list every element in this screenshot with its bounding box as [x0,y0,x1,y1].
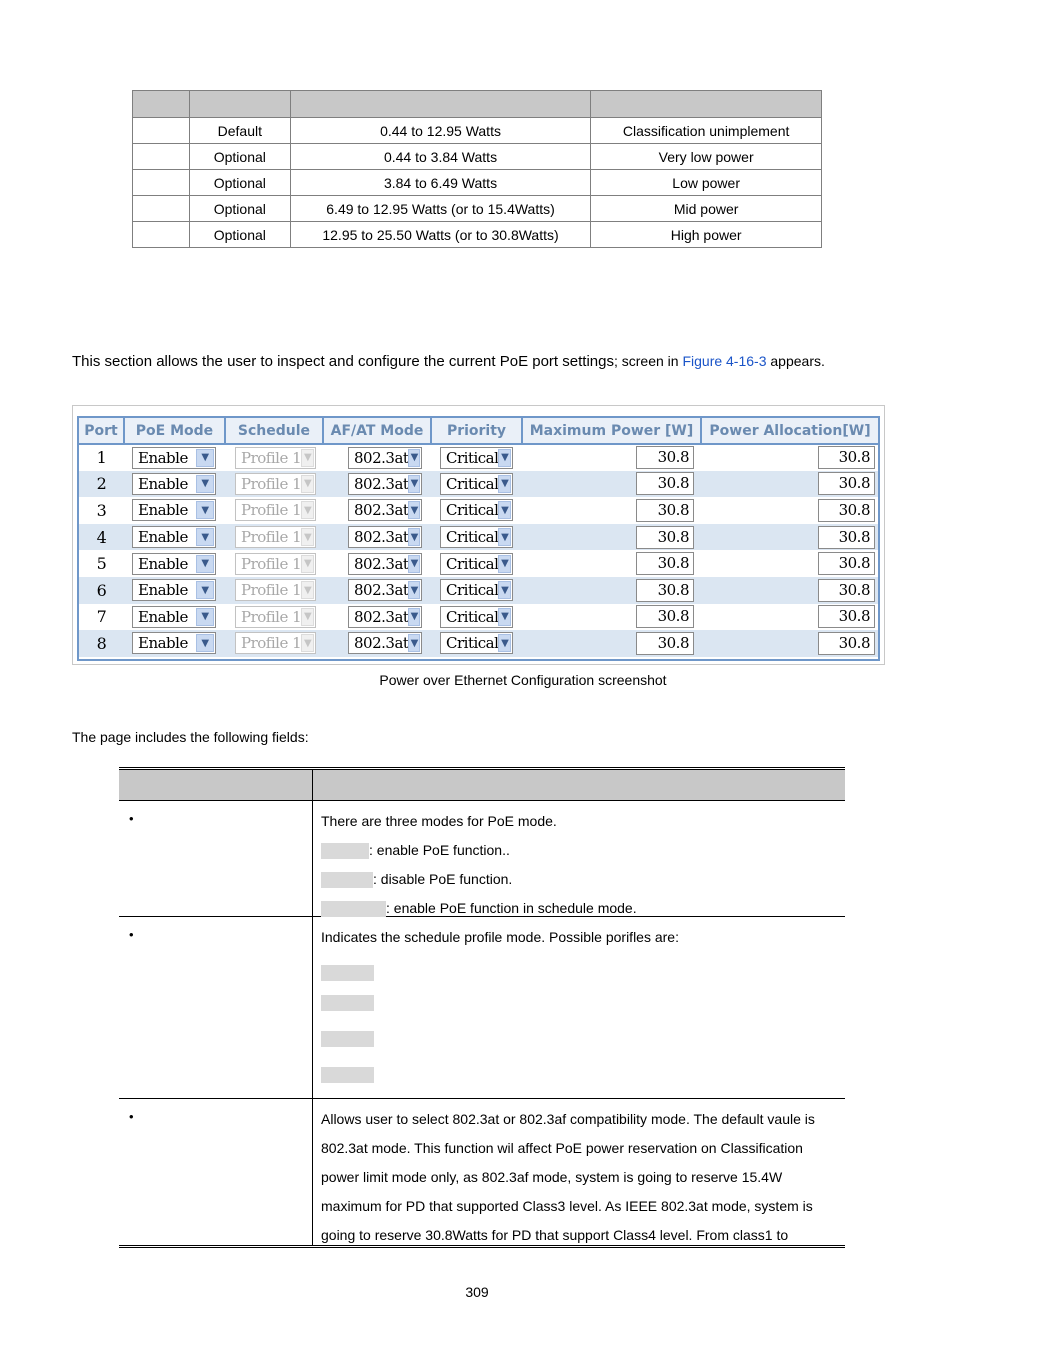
chevron-down-icon: ▼ [301,449,314,467]
priority-select-value: Critical [446,554,499,573]
figure-link[interactable]: Figure 4-16-3 [682,353,767,369]
header-max-power: Maximum Power [W] [522,418,701,444]
chevron-down-icon: ▼ [301,634,314,652]
class-index-cell [133,118,190,144]
chevron-down-icon[interactable]: ▼ [408,608,420,626]
poe-mode-select[interactable] [132,526,216,548]
class-power-cell: 0.44 to 12.95 Watts [290,118,591,144]
schedule-select [235,473,316,495]
schedule-select [235,606,316,628]
schedule-select-value: Profile 1 [241,581,302,600]
poe-mode-select-value: Enable [138,634,188,653]
afat-mode-select[interactable] [348,579,422,601]
poe-mode-select[interactable] [132,632,216,654]
chevron-down-icon[interactable]: ▼ [196,528,214,546]
class-index-cell [133,144,190,170]
class-usage-cell: Default [189,118,290,144]
bullet: • [129,927,134,942]
poe-port-row [79,497,878,524]
header-schedule: Schedule [225,418,323,444]
fields-intro: The page includes the following fields: [72,729,309,745]
chevron-down-icon[interactable]: ▼ [498,555,511,573]
chevron-down-icon: ▼ [301,528,314,546]
class-power-cell: 3.84 to 6.49 Watts [290,170,591,196]
intro-tail-text: appears. [766,353,825,369]
priority-select-value: Critical [446,474,499,493]
chevron-down-icon[interactable]: ▼ [196,581,214,599]
chevron-down-icon[interactable]: ▼ [408,528,420,546]
priority-select[interactable] [440,632,513,654]
chevron-down-icon: ▼ [301,555,314,573]
figure-caption: Power over Ethernet Configuration screenshot [379,672,667,688]
class-desc-cell: Very low power [591,144,822,170]
intro-paragraph [72,353,825,370]
class-power-cell: 0.44 to 3.84 Watts [290,144,591,170]
poe-mode-select-value: Enable [138,554,188,573]
poe-mode-item: : disable PoE function. [373,871,513,887]
class-index-cell [133,196,190,222]
class-table-header [133,91,822,118]
afat-mode-select-value: 802.3at [354,554,409,573]
poe-mode-select-value: Enable [138,448,188,467]
schedule-select [235,553,316,575]
afat-mode-select-value: 802.3at [354,501,409,520]
field-row-afat-mode [119,1099,845,1245]
class-usage-cell: Optional [189,196,290,222]
power-allocation-input[interactable]: 30.8 [818,446,875,469]
class-table-row [133,170,822,196]
afat-line: going to reserve 30.8Watts for PD that support Class4 level. From class1 to [321,1227,789,1243]
chevron-down-icon[interactable]: ▼ [408,449,420,467]
fields-table [119,767,845,1248]
chevron-down-icon[interactable]: ▼ [498,449,511,467]
port-number: 2 [79,471,124,498]
class-desc-cell: Low power [591,170,822,196]
afat-line: 802.3at mode. This function wil affect PoE power reservation on Classification [321,1140,803,1156]
poe-config-screenshot [72,405,885,665]
schedule-description: Indicates the schedule profile mode. Possible porifles are: [321,929,679,945]
chevron-down-icon[interactable]: ▼ [498,634,511,652]
afat-line: Allows user to select 802.3at or 802.3af compatibility mode. The default vaule is [321,1111,815,1127]
poe-class-table [132,90,822,248]
max-power-input[interactable]: 30.8 [636,579,694,602]
priority-select-value: Critical [446,581,499,600]
priority-select-value: Critical [446,607,499,626]
redacted-term [321,1067,374,1083]
redacted-term [321,843,369,859]
afat-mode-select[interactable] [348,473,422,495]
chevron-down-icon[interactable]: ▼ [196,608,214,626]
bullet: • [129,1109,134,1124]
poe-mode-item: : enable PoE function in schedule mode. [386,900,637,916]
chevron-down-icon[interactable]: ▼ [408,581,420,599]
poe-mode-select[interactable] [132,606,216,628]
priority-select[interactable] [440,473,513,495]
class-table-row [133,118,822,144]
power-allocation-input[interactable]: 30.8 [818,579,875,602]
poe-port-row [79,524,878,551]
poe-mode-select[interactable] [132,553,216,575]
power-allocation-input[interactable]: 30.8 [818,632,875,655]
poe-mode-select[interactable] [132,499,216,521]
poe-mode-select-value: Enable [138,501,188,520]
port-number: 5 [96,554,107,574]
priority-select-value: Critical [446,501,499,520]
priority-select-value: Critical [446,634,499,653]
afat-mode-select[interactable] [348,499,422,521]
priority-select[interactable] [440,526,513,548]
redacted-term [321,872,373,888]
header-port: Port [79,418,124,444]
max-power-input[interactable]: 30.8 [636,472,694,495]
class-table-row [133,222,822,248]
power-allocation-input[interactable]: 30.8 [818,605,875,628]
port-number: 3 [96,500,107,520]
field-row-schedule [119,917,845,1099]
afat-mode-select-value: 802.3at [354,634,409,653]
afat-line: power limit mode only, as 802.3af mode, system is going to reserve 15.4W [321,1169,783,1185]
afat-mode-select[interactable] [348,606,422,628]
chevron-down-icon[interactable]: ▼ [498,528,511,546]
chevron-down-icon[interactable]: ▼ [408,475,420,493]
intro-main-text: This section allows the user to inspect and configure the current PoE port settings [72,353,614,370]
schedule-select-value: Profile 1 [241,634,302,653]
afat-mode-select[interactable] [348,632,422,654]
class-usage-cell: Optional [189,170,290,196]
class-desc-cell: Mid power [591,196,822,222]
priority-select-value: Critical [446,448,499,467]
poe-port-row [79,577,878,604]
header-afat-mode: AF/AT Mode [323,418,431,444]
power-allocation-input[interactable]: 30.8 [818,499,875,522]
afat-line: maximum for PD that supported Class3 level. As IEEE 802.3at mode, system is [321,1198,813,1214]
redacted-term [321,1031,374,1047]
poe-table-header [79,418,878,444]
schedule-select-value: Profile 1 [241,607,302,626]
afat-mode-select[interactable] [348,526,422,548]
chevron-down-icon[interactable]: ▼ [498,608,511,626]
class-usage-cell: Optional [189,222,290,248]
chevron-down-icon: ▼ [301,475,314,493]
afat-mode-select-value: 802.3at [354,448,409,467]
chevron-down-icon[interactable]: ▼ [196,501,214,519]
schedule-select-value: Profile 1 [241,448,302,467]
poe-mode-select-value: Enable [138,528,188,547]
poe-config-table [79,418,878,657]
chevron-down-icon: ▼ [301,581,314,599]
max-power-input[interactable]: 30.8 [636,526,694,549]
schedule-select [235,447,316,469]
redacted-term [321,965,374,981]
intro-small-text: ; screen in [613,353,683,369]
max-power-input[interactable]: 30.8 [636,605,694,628]
priority-select[interactable] [440,606,513,628]
chevron-down-icon[interactable]: ▼ [498,475,511,493]
chevron-down-icon: ▼ [301,608,314,626]
chevron-down-icon[interactable]: ▼ [196,555,214,573]
redacted-term [321,995,374,1011]
poe-port-row [79,444,878,471]
poe-mode-select[interactable] [132,447,216,469]
schedule-select [235,499,316,521]
chevron-down-icon[interactable]: ▼ [498,501,511,519]
power-allocation-input[interactable]: 30.8 [818,552,875,575]
schedule-select [235,579,316,601]
schedule-select-value: Profile 1 [241,501,302,520]
poe-mode-select[interactable] [132,579,216,601]
priority-select[interactable] [440,553,513,575]
poe-mode-select-value: Enable [138,474,188,493]
poe-config-panel [77,416,880,661]
schedule-select-value: Profile 1 [241,474,302,493]
poe-mode-item: : enable PoE function.. [369,842,510,858]
chevron-down-icon[interactable]: ▼ [498,581,511,599]
afat-mode-select-value: 802.3at [354,474,409,493]
page-number: 309 [465,1284,489,1300]
poe-port-row [79,630,878,657]
priority-select[interactable] [440,579,513,601]
chevron-down-icon: ▼ [301,501,314,519]
afat-mode-select-value: 802.3at [354,607,409,626]
schedule-select [235,526,316,548]
max-power-input[interactable]: 30.8 [636,499,694,522]
afat-mode-select[interactable] [348,553,422,575]
chevron-down-icon[interactable]: ▼ [196,475,214,493]
poe-port-row [79,550,878,577]
class-power-cell: 12.95 to 25.50 Watts (or to 30.8Watts) [290,222,591,248]
class-index-cell [133,222,190,248]
chevron-down-icon[interactable]: ▼ [408,501,420,519]
afat-mode-select[interactable] [348,447,422,469]
fields-table-header [119,770,845,801]
header-poe-mode: PoE Mode [124,418,225,444]
chevron-down-icon[interactable]: ▼ [408,634,420,652]
chevron-down-icon[interactable]: ▼ [196,634,214,652]
poe-mode-select[interactable] [132,473,216,495]
poe-port-row [79,604,878,631]
chevron-down-icon[interactable]: ▼ [196,449,214,467]
schedule-select [235,632,316,654]
class-power-cell: 6.49 to 12.95 Watts (or to 15.4Watts) [290,196,591,222]
class-usage-cell: Optional [189,144,290,170]
port-number: 4 [79,524,124,551]
poe-mode-select-value: Enable [138,581,188,600]
bullet: • [129,811,134,826]
max-power-input[interactable]: 30.8 [636,552,694,575]
chevron-down-icon[interactable]: ▼ [408,555,420,573]
port-number: 6 [79,577,124,604]
redacted-term [321,901,386,917]
schedule-select-value: Profile 1 [241,554,302,573]
port-number: 8 [79,630,124,657]
poe-mode-description: There are three modes for PoE mode. [321,813,557,829]
class-table-row [133,144,822,170]
max-power-input[interactable]: 30.8 [636,446,694,469]
header-priority: Priority [431,418,522,444]
port-number: 1 [96,448,107,468]
power-allocation-input[interactable]: 30.8 [818,472,875,495]
class-table-row [133,196,822,222]
class-desc-cell: Classification unimplement [591,118,822,144]
max-power-input[interactable]: 30.8 [636,632,694,655]
power-allocation-input[interactable]: 30.8 [818,526,875,549]
poe-mode-select-value: Enable [138,607,188,626]
priority-select[interactable] [440,499,513,521]
port-number: 7 [96,607,107,627]
schedule-select-value: Profile 1 [241,528,302,547]
class-index-cell [133,170,190,196]
poe-port-row [79,471,878,498]
field-row-poe-mode [119,801,845,917]
priority-select[interactable] [440,447,513,469]
header-power-allocation: Power Allocation[W] [701,418,878,444]
class-desc-cell: High power [591,222,822,248]
afat-mode-select-value: 802.3at [354,581,409,600]
priority-select-value: Critical [446,528,499,547]
afat-mode-select-value: 802.3at [354,528,409,547]
